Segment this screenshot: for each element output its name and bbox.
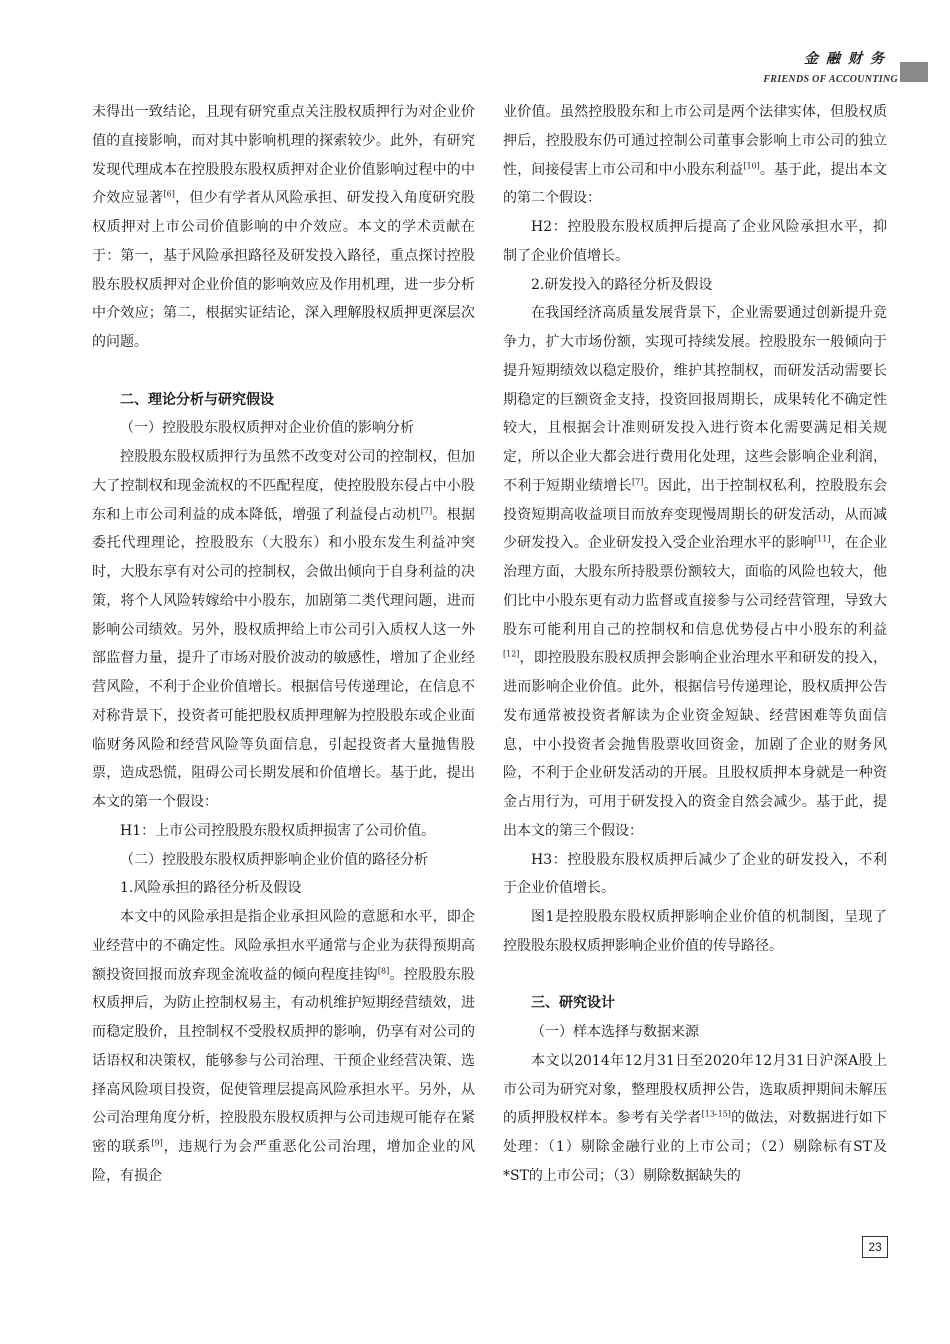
body-paragraph: 本文以2014年12月31日至2020年12月31日沪深A股上市公司为研究对象，整理股权质押公告，选取质押期间未解压的质押股权样本。参考有关学者[13-15]的做法，对数据进行如下处理：（1）剔除金融行业的上市公司；（2）剔除标有ST及*ST的上市公司；（3）剔除数据缺失的 — [503, 1052, 887, 1184]
left-column — [92, 98, 475, 1191]
body-paragraph: 控股股东股权质押行为虽然不改变对公司的控制权，但加大了控制权和现金流权的不匹配程度，使控股股东侵占中小股东和上市公司利益的成本降低，增强了利益侵占动机[7]。根据委托代理理论，控股股东（大股东）和小股东发生利益冲突时，大股东享有对公司的控制权，会做出倾向于自身利益的决策，将个人风险转嫁给中小股东，加剧第二类代理问题，进而影响公司绩效。另外，股权质押给上市公司引入质权人这一外部监督力量，提升了市场对股价波动的敏感性，增加了企业经营风险，不利于企业价值增长。根据信号传递理论，在信息不对称背景下，投资者可能把股权质押理解为控股股东或企业面临财务风险和经营风险等负面信息，引起投资者大量抛售股票，造成恐慌，阻碍公司长期发展和价值增长。基于此，提出本文的第一个假设： — [92, 449, 476, 810]
header-corner-block — [900, 62, 928, 82]
body-paragraph: 本文中的风险承担是指企业承担风险的意愿和水平，即企业经营中的不确定性。风险承担水平通常与企业为获得预期高额投资回报而放弃现金流收益的倾向程度挂钩[8]。控股股东股权质押后，为防止控制权易主，有动机维护短期经营绩效，进而稳定股价，且控制权不受股权质押的影响，仍享有对公司的话语权和决策权，能够参与公司治理、干预企业经营决策、选择高风险项目投资，促使管理层提高风险承担水平。另外，从公司治理角度分析，控股股东股权质押与公司违规可能存在紧密的联系[9]，违规行为会严重恶化公司治理，增加企业的风险，有损企 — [92, 909, 476, 1184]
hypothesis-h1: H1：上市公司控股股东股权质押损害了公司价值。 — [120, 822, 436, 839]
section-heading: 三、研究设计 — [531, 995, 615, 1012]
hypothesis-h3: H3：控股股东股权质押后减少了企业的研发投入，不利于企业价值增长。 — [503, 851, 887, 897]
citation: [13-15] — [701, 1109, 731, 1119]
subsection-heading: （一）样本选择与数据来源 — [531, 1024, 699, 1040]
subsection-heading: （二）控股股东股权质押影响企业价值的路径分析 — [120, 851, 428, 868]
citation: [11] — [814, 534, 831, 544]
citation: [10] — [743, 160, 760, 170]
citation: [7] — [632, 477, 644, 487]
subsubsection-heading: 1.风险承担的路径分析及假设 — [120, 880, 302, 897]
citation: [12] — [503, 649, 520, 659]
journal-title: 金融财务 — [804, 51, 892, 67]
body-paragraph: 图1是控股股东股权质押影响企业价值的机制图，呈现了控股股东股权质押影响企业价值的传导路径。 — [503, 909, 887, 954]
citation: [7] — [420, 505, 433, 515]
citation: [9] — [151, 1138, 163, 1148]
citation: [8] — [377, 965, 390, 975]
journal-subtitle: FRIENDS OF ACCOUNTING — [763, 74, 898, 85]
body-paragraph: 在我国经济高质量发展背景下，企业需要通过创新提升竞争力，扩大市场份额，实现可持续发展。控股股东一般倾向于提升短期绩效以稳定股价，维护其控制权，而研发活动需要长期稳定的巨额资金支持，投资回报周期长，成果转化不确定性较大，且根据会计准则研发投入进行资本化需要满足相关规定，所以企业大都会进行费用化处理，这些会影响企业利润，不利于短期业绩增长[7]。因此，出于控制权私利，控股股东会投资短期高收益项目而放弃变现慢周期长的研发活动，从而减少研发投入。企业研发投入受企业治理水平的影响[11]，在企业治理方面，大股东所持股票份额较大，面临的风险也较大，他们比中小股东更有动力监督或直接参与公司经营管理，导致大股东可能利用自己的控制权和信息优势侵占中小股东的利益[12]，即控股股东股权质押会影响企业治理水平和研发的投入，进而影响企业价值。此外，根据信号传递理论，股权质押公告发布通常被投资者解读为企业资金短缺、经营困难等负面信息，中小投资者会抛售股票收回资金，加剧了企业的财务风险，不利于企业研发活动的开展。且股权质押本身就是一种资金占用行为，可用于研发投入的资金自然会减少。基于此，提出本文的第三个假设： — [503, 305, 888, 839]
subsection-heading: （一）控股股东股权质押对企业价值的影响分析 — [120, 420, 414, 437]
page-number: 23 — [862, 1236, 888, 1258]
intro-paragraph: 未得出一致结论，且现有研究重点关注股权质押行为对企业价值的直接影响，而对其中影响机理的探索较少。此外，有研究发现代理成本在控股股东股权质押对企业价值影响过程中的中介效应显著[6]，但少有学者从风险承担、研发投入角度研究股权质押对上市公司价值影响的中介效应。本文的学术贡献在于：第一，基于风险承担路径及研发投入路径，重点探讨控股股东股权质押对企业价值的影响效应及作用机理，进一步分析中介效应；第二，根据实证结论，深入理解股权质押更深层次的问题。 — [92, 104, 476, 350]
hypothesis-h2: H2：控股股东股权质押后提高了企业风险承担水平，抑制了企业价值增长。 — [503, 219, 887, 264]
citation: [6] — [163, 189, 175, 199]
section-heading: 二、理论分析与研究假设 — [120, 391, 274, 408]
subsubsection-heading: 2.研发投入的路径分析及假设 — [531, 276, 713, 293]
body-paragraph: 业价值。虽然控股股东和上市公司是两个法律实体，但股权质押后，控股股东仍可通过控制公司董事会影响上市公司的独立性，间接侵害上市公司和中小股东利益[10]。基于此，提出本文的第二个假设： — [503, 104, 888, 207]
right-column — [503, 98, 887, 1191]
